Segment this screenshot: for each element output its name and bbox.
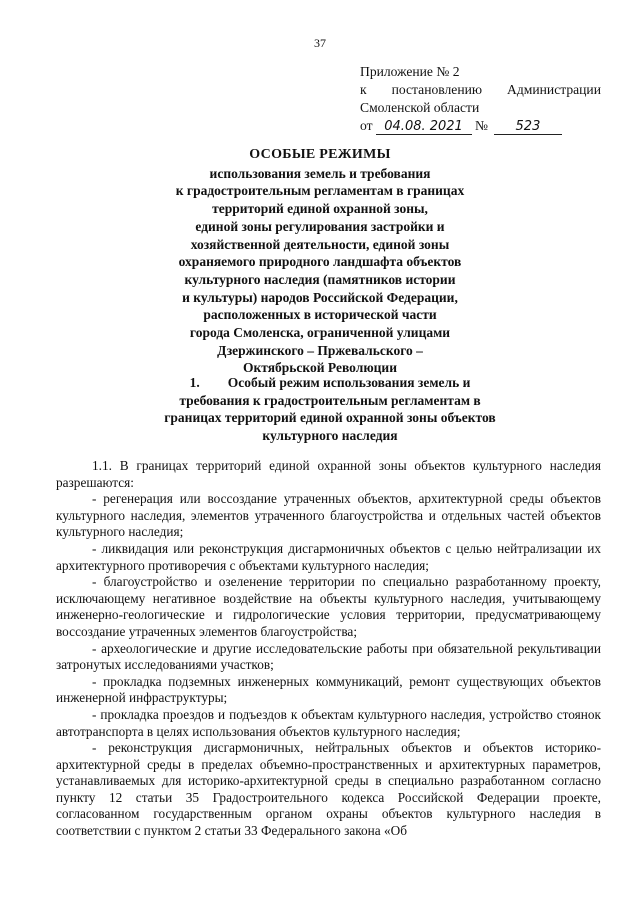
- list-item: - реконструкция дисгармоничных, нейтральных объектов и объектов историко-архитектурной среды в пределах объемно-пространственных и архитектурных параметров, устанавливаемых для историко-архитектурной среды в специально разработанном согласно пункту 12 статьи 35 Градостроительного кодекса Российской Федерации проекте, согласованном государственным органом охраны объектов культурного наследия в соответствии с пунктом 2 статьи 33 Федерального закона «Об: [56, 740, 601, 839]
- appendix-k: к: [360, 82, 367, 97]
- paragraph-1-1: 1.1. В границах территорий единой охранной зоны объектов культурного наследия разрешаются:: [56, 458, 601, 490]
- handwritten-date: 04.08. 2021: [376, 119, 472, 135]
- list-item: - благоустройство и озеленение территории по специально разработанному проекту, исключающему негативное воздействие на объекты культурного наследия, учитывающему инженерно-геологические и гидрологические условия территории, предусматривающему воссоздание утраченных элементов благоустройства;: [56, 574, 601, 639]
- list-item: - ликвидация или реконструкция дисгармоничных объектов с целью нейтрализации их архитектурного противоречия с объектами культурного наследия;: [56, 540, 601, 573]
- list-item: - регенерация или воссоздание утраченных объектов, архитектурной среды объектов культурного наследия, элементов утраченного благоустройства и отдельных частей объектов культурного наследия;: [56, 491, 601, 540]
- appendix-title: Приложение № 2: [360, 64, 460, 79]
- section-1-number: 1.: [189, 375, 200, 390]
- list-item: - прокладка проездов и подъездов к объектам культурного наследия, устройство стоянок автотранспорта в целях использования объектов культурного наследия;: [56, 706, 601, 739]
- appendix-decree-line: [360, 81, 601, 99]
- appendix-date-prefix: от: [360, 118, 373, 133]
- document-title-block: [150, 146, 490, 377]
- document-body: [56, 458, 601, 840]
- appendix-administration: Администрации: [507, 82, 601, 97]
- section-1-title: Особый режим использования земель и требования к градостроительным регламентам в границах территорий единой охранной зоны объектов культурного наследия: [164, 375, 496, 444]
- page-number: 37: [314, 36, 326, 50]
- document-subtitle: использования земель и требования к градостроительным регламентам в границах территорий единой охранной зоны, единой зоны регулирования застройки и хозяйственной деятельности, единой зоны охраняемого природного ландшафта объектов культурного наследия (памятников истории и культуры) народов Российской Федерации, расположенных в исторической части города Смоленска, ограниченной улицами Дзержинского – Пржевальского – Октябрьской Революции: [175, 165, 465, 376]
- appendix-block: [360, 63, 601, 135]
- document-title: ОСОБЫЕ РЕЖИМЫ: [249, 147, 391, 162]
- appendix-region: Смоленской области: [360, 100, 480, 115]
- appendix-date-line: [360, 117, 601, 135]
- appendix-decree: постановлению: [391, 82, 483, 97]
- handwritten-number: 523: [494, 119, 562, 135]
- list-item: - археологические и другие исследовательские работы при обязательной рекультивации затронутых исследованиями участков;: [56, 640, 601, 673]
- list-item: - прокладка подземных инженерных коммуникаций, ремонт существующих объектов инженерной инфраструктуры;: [56, 673, 601, 706]
- number-sign: №: [474, 118, 488, 133]
- section-1-heading: [160, 374, 500, 445]
